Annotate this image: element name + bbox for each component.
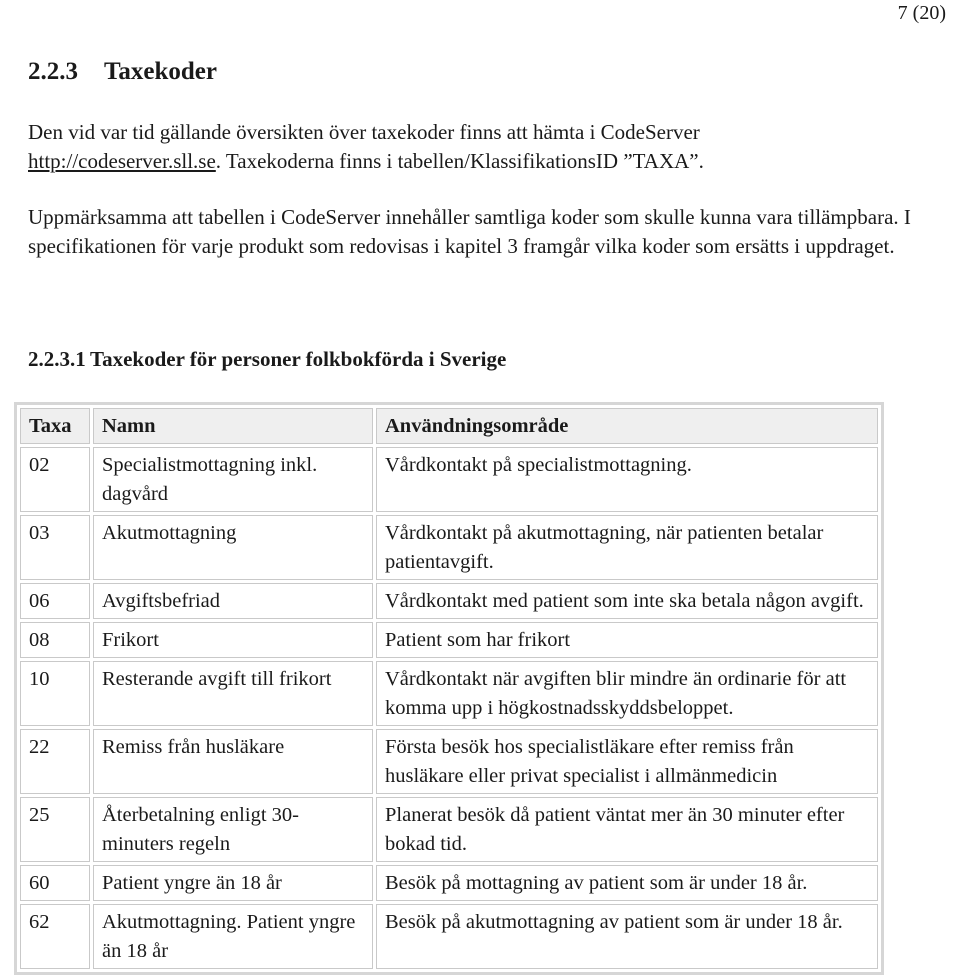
taxa-usage: Vårdkontakt när avgiften blir mindre än ordinarie för att komma upp i högkostnadsskyddsbeloppet. <box>376 661 878 726</box>
taxa-usage: Vårdkontakt på akutmottagning, när patienten betalar patientavgift. <box>376 515 878 580</box>
subsection-title: Taxekoder för personer folkbokförda i Sverige <box>90 347 507 371</box>
table-row <box>20 515 878 580</box>
section-title: Taxekoder <box>104 58 217 85</box>
taxa-name: Avgiftsbefriad <box>93 583 373 619</box>
taxa-usage: Besök på mottagning av patient som är under 18 år. <box>376 865 878 901</box>
taxa-code: 03 <box>20 515 90 580</box>
taxa-usage: Besök på akutmottagning av patient som är under 18 år. <box>376 904 878 969</box>
taxa-name: Akutmottagning <box>93 515 373 580</box>
taxa-name: Resterande avgift till frikort <box>93 661 373 726</box>
section-number: 2.2.3 <box>28 58 78 85</box>
intro-text: Den vid var tid gällande översikten över taxekoder finns att hämta i CodeServer <box>28 120 700 144</box>
table-row <box>20 904 878 969</box>
intro-text-rest: . Taxekoderna finns i tabellen/KlassifikationsID ”TAXA”. <box>215 149 704 173</box>
taxa-usage: Vårdkontakt på specialistmottagning. <box>376 447 878 512</box>
header-taxa: Taxa <box>20 408 90 444</box>
taxa-usage: Första besök hos specialistläkare efter remiss från husläkare eller privat specialist i allmänmedicin <box>376 729 878 794</box>
taxa-usage: Planerat besök då patient väntat mer än 30 minuter efter bokad tid. <box>376 797 878 862</box>
taxa-code: 25 <box>20 797 90 862</box>
taxa-name: Frikort <box>93 622 373 658</box>
table-row <box>20 661 878 726</box>
note-paragraph: Uppmärksamma att tabellen i CodeServer innehåller samtliga koder som skulle kunna vara tillämpbara. I specifikationen för varje produkt som redovisas i kapitel 3 framgår vilka koder som ersätts i uppdraget. <box>28 205 911 258</box>
taxa-name: Specialistmottagning inkl. dagvård <box>93 447 373 512</box>
table-header-row <box>20 408 878 444</box>
table-row <box>20 622 878 658</box>
taxa-name: Remiss från husläkare <box>93 729 373 794</box>
taxa-code: 60 <box>20 865 90 901</box>
taxa-name: Patient yngre än 18 år <box>93 865 373 901</box>
taxa-code: 06 <box>20 583 90 619</box>
table-row <box>20 583 878 619</box>
table-row <box>20 729 878 794</box>
taxa-code: 22 <box>20 729 90 794</box>
taxa-code: 02 <box>20 447 90 512</box>
codeserver-link[interactable]: http://codeserver.sll.se <box>28 149 216 173</box>
subsection-number: 2.2.3.1 <box>28 347 86 371</box>
page-number: 7 (20) <box>897 2 946 24</box>
table-row <box>20 865 878 901</box>
taxa-code: 10 <box>20 661 90 726</box>
table-row <box>20 447 878 512</box>
taxa-table <box>14 402 884 975</box>
taxa-name: Akutmottagning. Patient yngre än 18 år <box>93 904 373 969</box>
header-anvandningsomrade: Användningsområde <box>376 408 878 444</box>
intro-paragraph <box>28 118 938 176</box>
taxa-usage: Patient som har frikort <box>376 622 878 658</box>
taxa-code: 62 <box>20 904 90 969</box>
taxa-name: Återbetalning enligt 30-minuters regeln <box>93 797 373 862</box>
section-heading <box>28 58 217 86</box>
taxa-usage: Vårdkontakt med patient som inte ska betala någon avgift. <box>376 583 878 619</box>
header-namn: Namn <box>93 408 373 444</box>
table-row <box>20 797 878 862</box>
taxa-code: 08 <box>20 622 90 658</box>
subsection-heading <box>28 347 506 372</box>
